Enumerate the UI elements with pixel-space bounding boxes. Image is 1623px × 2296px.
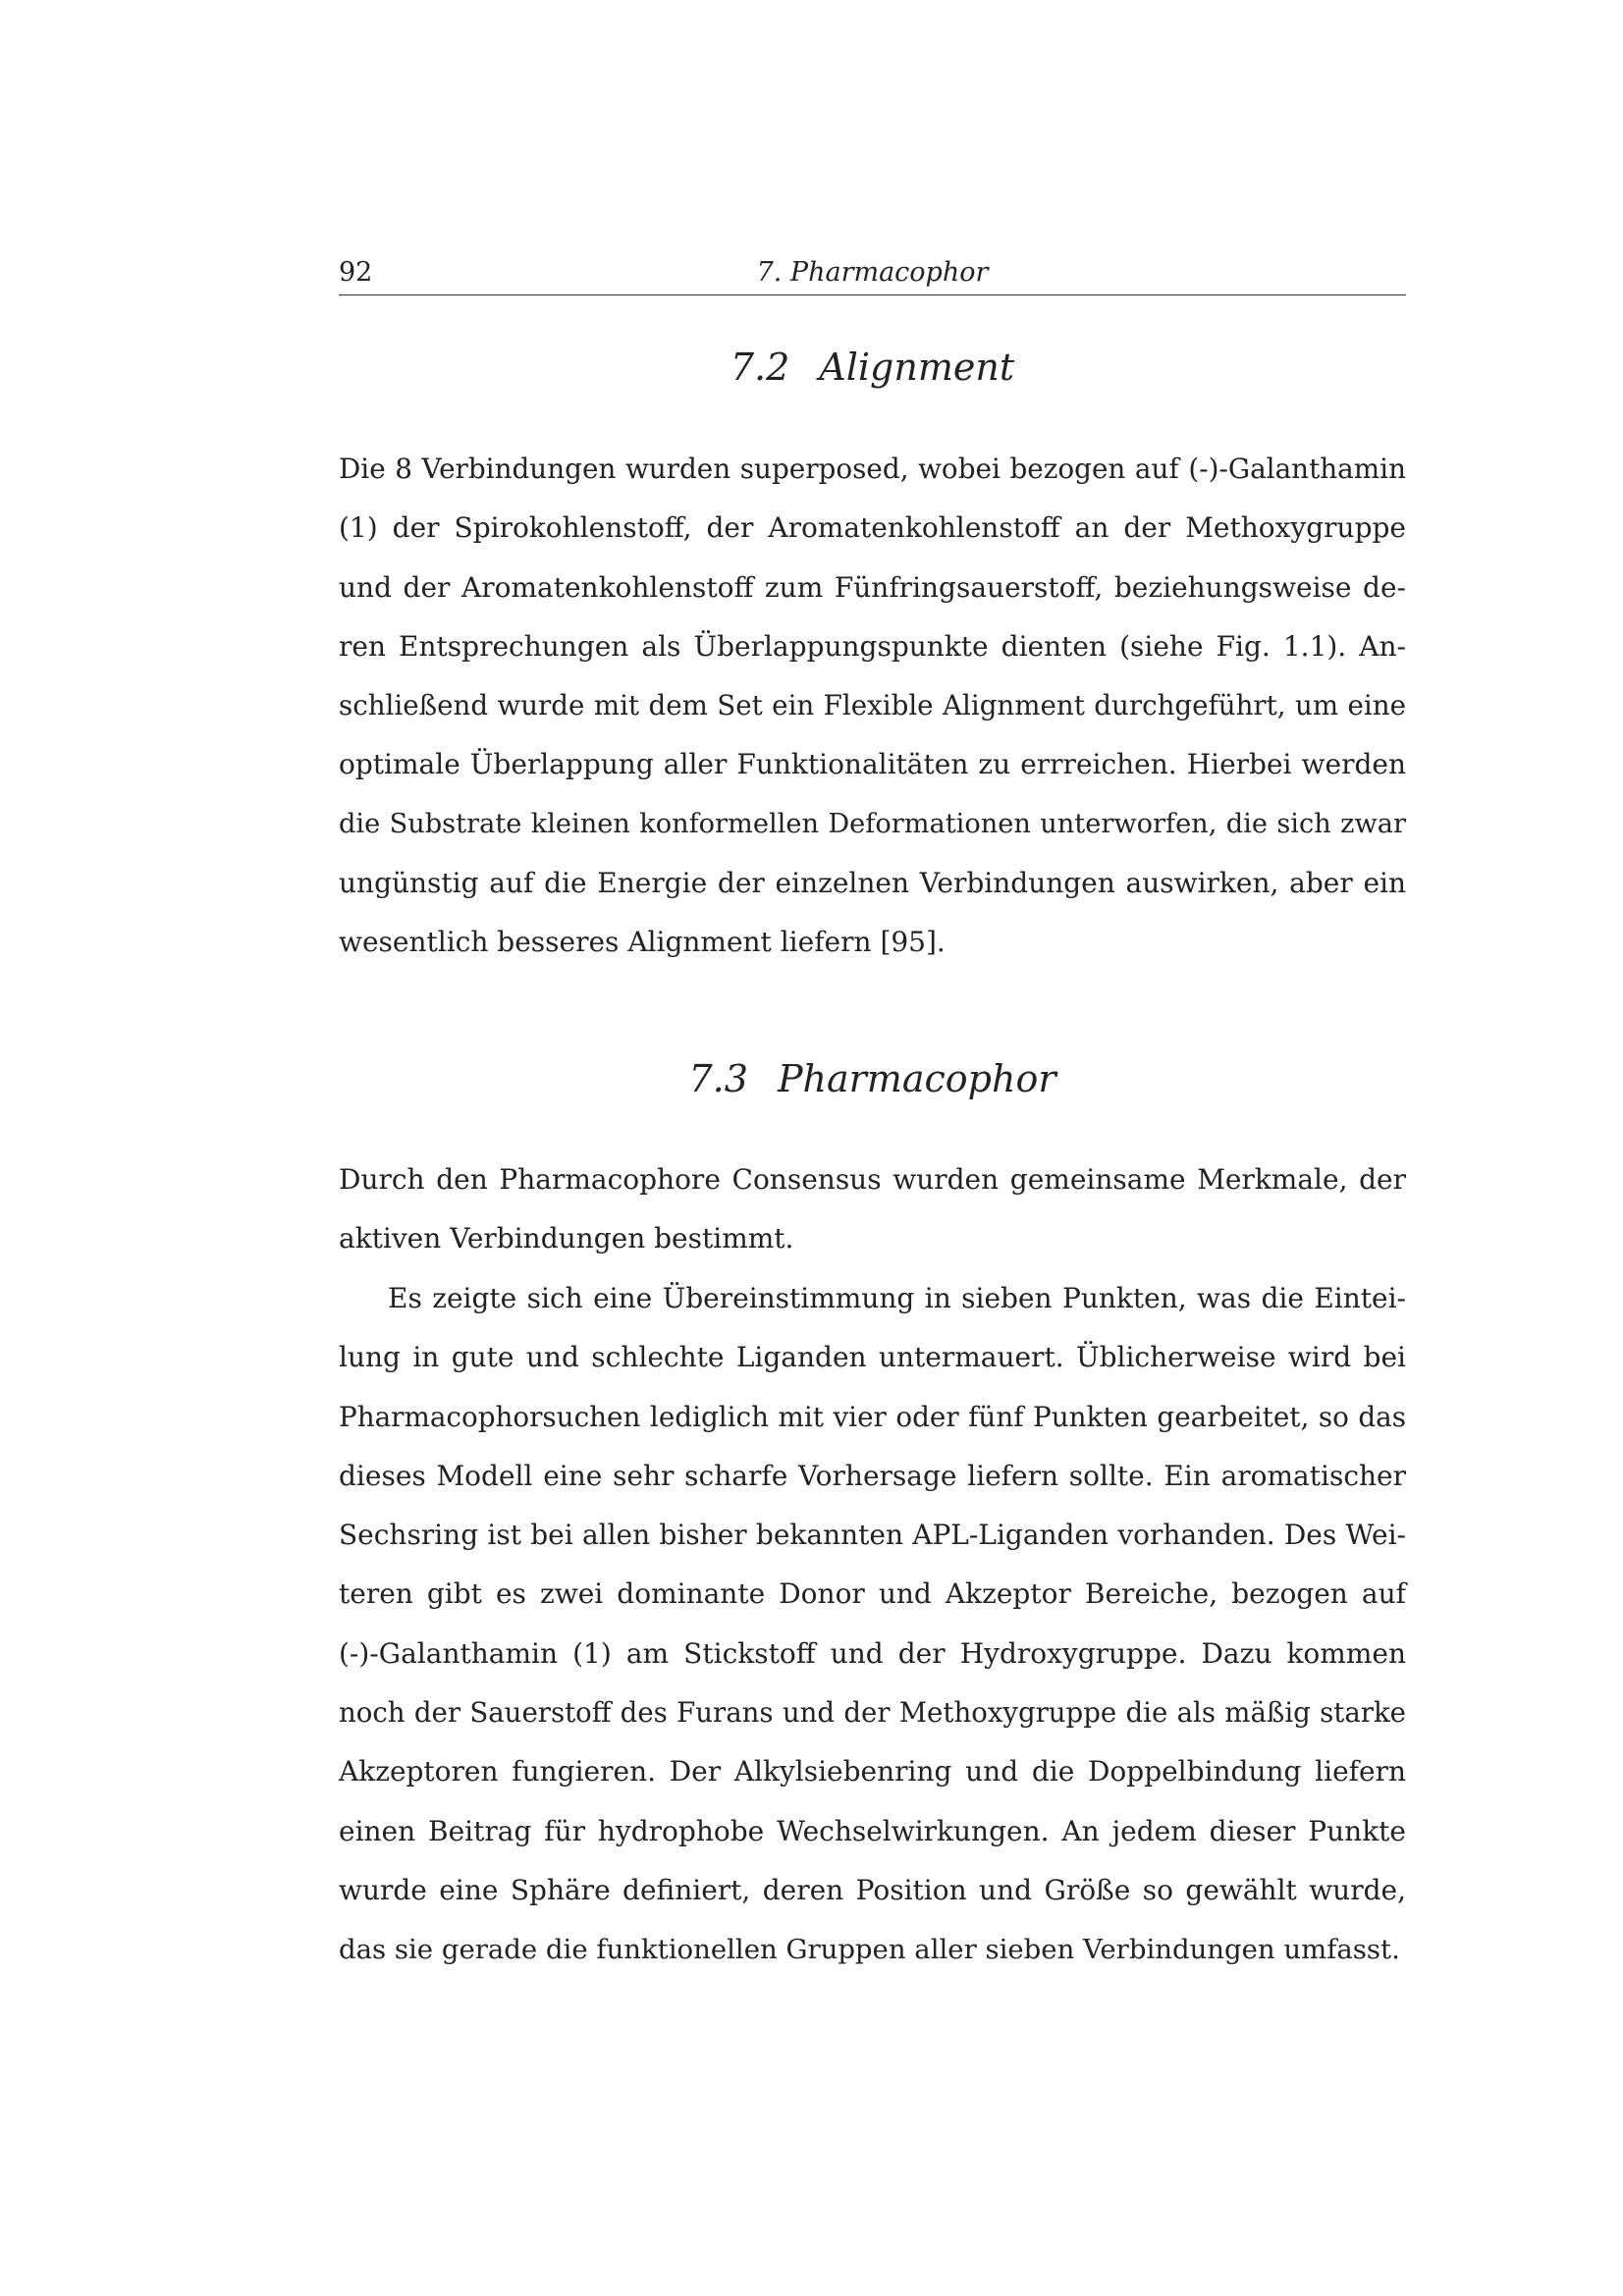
text-line: lung in gute und schlechte Liganden untermauert. Üblicherweise wird bei [339,1341,1406,1374]
text-line: Akzeptoren fungieren. Der Alkylsiebenring und die Doppelbindung liefern [339,1755,1406,1789]
text-line: einen Beitrag für hydrophobe Wechselwirkungen. An jedem dieser Punkte [339,1814,1406,1847]
text-line: Durch den Pharmacophore Consensus wurden gemeinsame Merkmale, der [339,1163,1406,1196]
text-line: Pharmacophorsuchen lediglich mit vier oder fünf Punkten gearbeitet, so das [339,1400,1406,1433]
running-header [339,253,1406,295]
page-number: 92 [339,257,373,288]
text-line: und der Aromatenkohlenstoff zum Fünfringsauerstoff, beziehungsweise de- [339,570,1406,604]
text-line: schließend wurde mit dem Set ein Flexible Alignment durchgeführt, um eine [339,689,1406,722]
text-line: das sie gerade die funktionellen Gruppen aller sieben Verbindungen umfasst. [339,1934,1400,1966]
text-line: (-)-Galanthamin (1) am Stickstoff und der Hydroxygruppe. Dazu kommen [339,1636,1406,1670]
section-title: Alignment [819,346,1015,389]
text-line: die Substrate kleinen konformellen Deformationen unterworfen, die sich zwar [339,808,1406,839]
text-line: (1) der Spirokohlenstoff, der Aromatenkohlenstoff an der Methoxygruppe [339,511,1406,545]
paragraph-alignment [339,440,1406,973]
text-line: ungünstig auf die Energie der einzelnen Verbindungen auswirken, aber ein [339,867,1406,900]
running-chapter-title: 7. Pharmacophor [756,257,989,288]
text-line: aktiven Verbindungen bestimmt. [339,1222,794,1255]
paragraph-pharmacophor-intro [339,1150,1406,1269]
text-line: Sechsring ist bei allen bisher bekannten APL-Liganden vorhanden. Des Wei- [339,1519,1406,1552]
section-number: 7.2 [730,346,790,389]
text-line: wesentlich besseres Alignment liefern [95]. [339,926,946,959]
text-line: Es zeigte sich eine Übereinstimmung in sieben Punkten, was die Eintei- [388,1282,1406,1314]
text-line: teren gibt es zwei dominante Donor und Akzeptor Bereiche, bezogen auf [339,1577,1406,1611]
section-number: 7.3 [688,1057,748,1100]
paragraph-pharmacophor-body [339,1269,1406,1980]
section-heading-pharmacophor [339,1057,1406,1100]
text-line: dieses Modell eine sehr scharfe Vorhersage liefern sollte. Ein aromatischer [339,1459,1406,1492]
text-line: noch der Sauerstoff des Furans und der Methoxygruppe die als mäßig starke [339,1696,1406,1730]
section-title: Pharmacophor [777,1057,1056,1100]
text-line: wurde eine Sphäre definiert, deren Position und Größe so gewählt wurde, [339,1873,1406,1906]
text-line: Die 8 Verbindungen wurden superposed, wobei bezogen auf (-)-Galanthamin [339,453,1406,485]
section-heading-alignment [339,346,1406,389]
text-line: ren Entsprechungen als Überlappungspunkte dienten (siehe Fig. 1.1). An- [339,629,1406,663]
text-line: optimale Überlappung aller Funktionalitäten zu errreichen. Hierbei werden [339,748,1406,781]
